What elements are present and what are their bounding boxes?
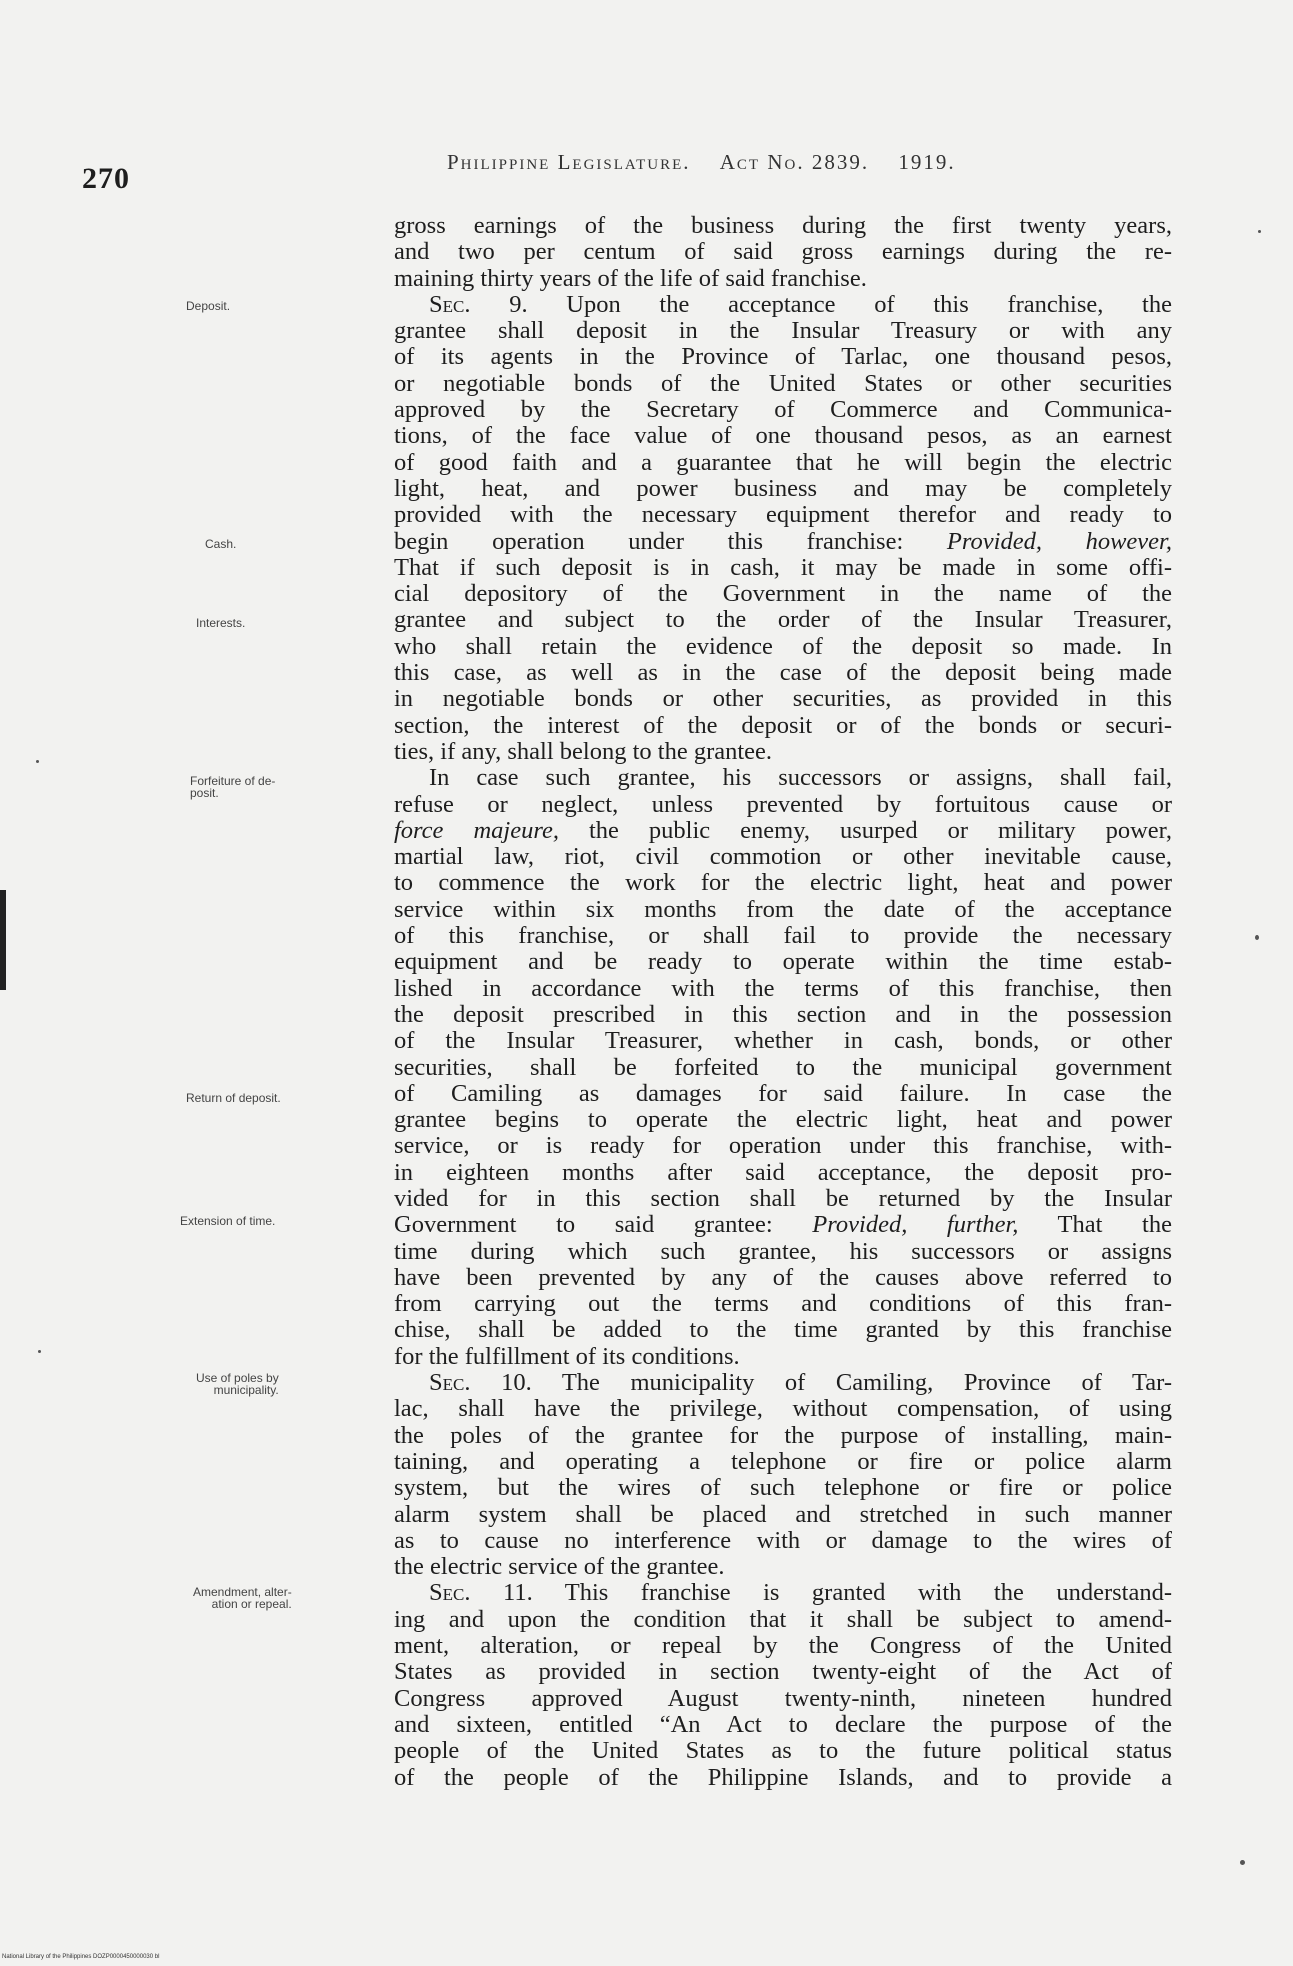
scan-edge-mark xyxy=(0,890,6,990)
text-line: as to cause no interference with or damage to the wires of xyxy=(394,1527,1172,1554)
body-text xyxy=(394,213,1172,1791)
text-line: tions, of the face value of one thousand pesos, as an earnest xyxy=(394,423,1172,450)
section-label: Sec. xyxy=(429,291,471,318)
margin-note-return-of-deposit: Return of deposit. xyxy=(186,1091,281,1105)
text-line: equipment and be ready to operate within the time estab- xyxy=(394,949,1172,976)
running-head xyxy=(447,150,956,175)
text-line: In case such grantee, his successors or assigns, shall fail, xyxy=(429,765,1172,792)
scan-speck xyxy=(1255,935,1259,940)
italic-proviso: Provided, however, xyxy=(946,528,1172,555)
scan-speck xyxy=(1240,1860,1245,1865)
margin-note-forfeiture xyxy=(190,775,275,799)
scan-speck xyxy=(38,1350,41,1353)
text-line: of the Insular Treasurer, whether in cash, bonds, or other xyxy=(394,1028,1172,1055)
text-segment: Government to said grantee: xyxy=(394,1212,813,1239)
text-line: That if such deposit is in cash, it may be made in some offi- xyxy=(394,554,1172,581)
text-line: this case, as well as in the case of the deposit being made xyxy=(394,660,1172,687)
text-line: light, heat, and power business and may be completely xyxy=(394,475,1172,502)
text-line: gross earnings of the business during the first twenty years, xyxy=(394,213,1172,239)
text-line: service, or is ready for operation under this franchise, with- xyxy=(394,1133,1172,1160)
text-segment: the public enemy, usurped or military power, xyxy=(558,817,1172,844)
text-line-proviso xyxy=(394,1212,1172,1238)
text-line: time during which such grantee, his successors or assigns xyxy=(394,1238,1172,1265)
section-11-heading-line: Sec. 11. This franchise is granted with the understand- xyxy=(429,1580,1172,1607)
text-line: of good faith and a guarantee that he will begin the electric xyxy=(394,449,1172,476)
italic-force-majeure: force majeure, xyxy=(394,817,559,844)
text-line: lished in accordance with the terms of this franchise, then xyxy=(394,975,1172,1002)
text-line: or negotiable bonds of the United States or other securities xyxy=(394,370,1172,397)
text-line: taining, and operating a telephone or fire or police alarm xyxy=(394,1448,1172,1475)
text-line: who shall retain the evidence of the deposit so made. In xyxy=(394,633,1172,660)
scan-speck xyxy=(36,760,39,763)
text-line: cial depository of the Government in the name of the xyxy=(394,581,1172,608)
text-line: ing and upon the condition that it shall be subject to amend- xyxy=(394,1606,1172,1633)
text-line-proviso xyxy=(394,529,1172,555)
text-line: grantee shall deposit in the Insular Treasury or with any xyxy=(394,318,1172,345)
page-number: 270 xyxy=(82,162,130,195)
text-line: the poles of the grantee for the purpose of installing, main- xyxy=(394,1422,1172,1449)
text-line: for the fulfillment of its conditions. xyxy=(394,1343,740,1370)
text-line: lac, shall have the privilege, without compensation, of using xyxy=(394,1396,1172,1423)
text-line: the deposit prescribed in this section and in the possession xyxy=(394,1001,1172,1028)
scan-speck xyxy=(1258,230,1261,233)
text-line: grantee and subject to the order of the Insular Treasurer, xyxy=(394,607,1172,634)
text-line: chise, shall be added to the time granted by this franchise xyxy=(394,1317,1172,1344)
text-segment: That the xyxy=(1018,1212,1172,1239)
text-line: of this franchise, or shall fail to provide the necessary xyxy=(394,923,1172,950)
text-line: the electric service of the grantee. xyxy=(394,1554,725,1581)
margin-note-amendment-line2: ation or repeal. xyxy=(211,1597,292,1611)
text-line: in eighteen months after said acceptance, the deposit pro- xyxy=(394,1159,1172,1186)
margin-note-cash: Cash. xyxy=(205,537,237,551)
margin-note-extension-of-time: Extension of time. xyxy=(180,1214,276,1228)
running-head-year: 1919. xyxy=(898,150,956,174)
text-line: securities, shall be forfeited to the municipal government xyxy=(394,1054,1172,1081)
text-line: martial law, riot, civil commotion or other inevitable cause, xyxy=(394,844,1172,871)
text-line: grantee begins to operate the electric light, heat and power xyxy=(394,1107,1172,1134)
margin-note-use-of-poles-line2: municipality. xyxy=(213,1383,279,1397)
text-line: have been prevented by any of the causes above referred to xyxy=(394,1264,1172,1291)
text-line-force-majeure xyxy=(394,818,1172,844)
text-line: ties, if any, shall belong to the grantee. xyxy=(394,738,773,765)
margin-note-interests: Interests. xyxy=(196,616,246,630)
text-line: provided with the necessary equipment therefor and ready to xyxy=(394,502,1172,529)
text-line: from carrying out the terms and conditions of this fran- xyxy=(394,1291,1172,1318)
text-line: of the people of the Philippine Islands, and to provide a xyxy=(394,1764,1172,1791)
margin-note-forfeiture-line2: posit. xyxy=(190,786,219,800)
text-line: vided for in this section shall be returned by the Insular xyxy=(394,1185,1172,1212)
section-10-heading-line: Sec. 10. The municipality of Camiling, Province of Tar- xyxy=(429,1370,1172,1397)
margin-note-use-of-poles xyxy=(196,1372,279,1396)
text-line: of its agents in the Province of Tarlac, one thousand pesos, xyxy=(394,344,1172,371)
text-line: and two per centum of said gross earnings during the re- xyxy=(394,239,1172,266)
margin-note-amendment xyxy=(193,1586,292,1610)
text-line: in negotiable bonds or other securities, as provided in this xyxy=(394,686,1172,713)
scan-footer: National Library of the Philippines DOZP0000450000030 bl xyxy=(2,1954,160,1960)
running-head-act: Act No. 2839. xyxy=(719,150,870,174)
section-9-heading-line: Sec. 9. Upon the acceptance of this franchise, the xyxy=(429,291,1172,318)
text-line: Congress approved August twenty-ninth, nineteen hundred xyxy=(394,1685,1172,1712)
text-line: alarm system shall be placed and stretched in such manner xyxy=(394,1501,1172,1528)
text-line: system, but the wires of such telephone or fire or police xyxy=(394,1475,1172,1502)
margin-note-amendment-line1: Amendment, alter- xyxy=(193,1585,292,1599)
text-segment: begin operation under this franchise: xyxy=(394,528,947,555)
text-line: refuse or neglect, unless prevented by fortuitous cause or xyxy=(394,791,1172,818)
text-line: approved by the Secretary of Commerce and Communica- xyxy=(394,397,1172,424)
margin-note-forfeiture-line1: Forfeiture of de- xyxy=(190,774,276,788)
text-line: of Camiling as damages for said failure. In case the xyxy=(394,1080,1172,1107)
text-line: and sixteen, entitled “An Act to declare the purpose of the xyxy=(394,1711,1172,1738)
text-line: to commence the work for the electric light, heat and power xyxy=(394,870,1172,897)
margin-note-deposit: Deposit. xyxy=(186,299,231,313)
text-line: service within six months from the date of the acceptance xyxy=(394,896,1172,923)
section-label: Sec. xyxy=(429,1580,471,1607)
section-label: Sec. xyxy=(429,1370,471,1397)
italic-proviso: Provided, further, xyxy=(812,1212,1019,1239)
text-line: section, the interest of the deposit or of the bonds or securi- xyxy=(394,712,1172,739)
text-line: States as provided in section twenty-eight of the Act of xyxy=(394,1659,1172,1686)
text-line: maining thirty years of the life of said franchise. xyxy=(394,265,867,292)
text-line: people of the United States as to the future political status xyxy=(394,1738,1172,1765)
margin-note-use-of-poles-line1: Use of poles by xyxy=(196,1371,279,1385)
text-line: ment, alteration, or repeal by the Congress of the United xyxy=(394,1633,1172,1660)
running-head-title: Philippine Legislature. xyxy=(447,150,691,174)
